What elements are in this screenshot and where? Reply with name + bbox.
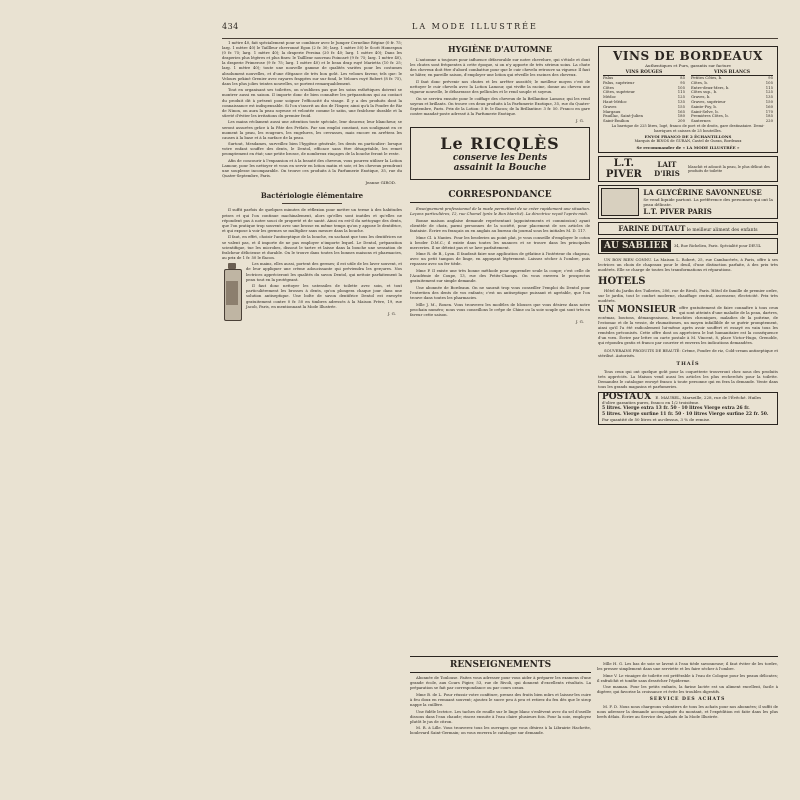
section-heading-correspondance: CORRESPONDANCE [410,186,590,203]
white-wine-list [691,70,773,124]
wine-name: Saint-Émilion [603,118,630,124]
paragraph: Mlle H. G. Les bas de soie se lavent à l'eau tiède savonneuse; il faut éviter de les tordre, les presser simplement dans une serviette et les faire sécher à l'ombre. [597,661,778,672]
signature: Jeanne GIROD. [365,180,396,186]
sablier-description: 34, Rue Richelieu, Paris. Spécialité pour DEUIL [673,243,761,248]
farine-description: le meilleur aliment des enfants [686,227,758,233]
paragraph: Afin de concourir à l'expansion et à la beauté des cheveux, vous pourrez utiliser la Lotion Lamour, pour les nettoyer et vous en servir en lotion matin et soir, et les cheveux prendront une souplesse incomparable. On trouve ces produits à la Parfumerie Exotique, 35, rue du Quatre-Septembre, Paris. [222,158,402,179]
correspondance-article [410,206,590,317]
signature: J. G. [575,318,584,324]
thais-article [598,369,778,389]
wine-price: 185 [765,113,773,119]
paragraph: Mme V. Le vinaigre de toilette est préférable à l'eau de Cologne pour les peaux délicates; il rafraîchit et tonifie sans dessécher l'épiderme. [597,672,778,683]
wine-name: Saint-Selve, b. [691,108,719,114]
wine-name: Graves, supérieur [691,98,726,104]
paragraph: Hôtel du Jardin des Tuileries, 206, rue de Rivoli, Paris. Hôtel de famille de premier ordre, sur le jardin, tout le confort moderne, chauffage central, ascenseur, électricité. Prix très modérés. [598,288,778,304]
column-right [598,40,778,425]
paragraph: Bonne maison anglaise demande représentant (appointements et commission) ayant clientèle de choix, parmi personnes de la société, pour placement de ses articles de fantaisie. Écrire en français ou en anglais au bureau du journal sous les initiales M. D. 117. [410,217,590,233]
wine-price: 135 [677,98,685,104]
paragraph: Mme Cl. à Nantes. Pour les broderies au point plat, je vous conseille d'employer le coton à broder D.M.C.; il existe dans toutes les nuances et se trouve dans les principales merceries. Il ne déteint pas et se lave parfaitement. [410,234,590,250]
ricqles-title: Le RICQLÈS [440,134,560,154]
wine-name: Premières Côtes, b. [691,113,729,119]
wine-name: Palus, supérieur [603,79,635,85]
wine-price-list [603,70,773,124]
wine-name: Entre-deux-Mers, b. [691,84,730,90]
wine-name: Pauillac, Saint-Julien [603,113,643,119]
paragraph: Une fidèle lectrice. Les taches de rouille sur le linge blanc s'enlèvent avec du sel d'oseille dissous dans l'eau chaude; rincez ensuite à l'eau claire plusieurs fois. Pour la soie, employez plutôt le jus de citron. [410,708,591,724]
paragraph: Une abonnée de Bordeaux. On ne saurait trop vous conseiller l'emploi du Dentol pour l'entretien des dents de vos enfants; c'est un antiseptique puissant et agréable, que l'on trouve dans toutes les pharmacies. [410,284,590,301]
sablier-name: AU SABLIER [601,240,671,252]
paragraph: Mlle J. M., Rouen. Vous trouverez les modèles de blouses que vous désirez dans notre prochain numéro; nous vous conseillons le crêpe de Chine ou la soie souple qui sont très en faveur cette saison. [410,301,590,317]
paragraph: Abonnée de Toulouse. Faites vous adresser pour vous aider à préparer les examens d'une grande école, aux Cours Pigier, 53, rue de Rivoli, qui donnent d'excellents résultats. La préparation se fait par correspondance ou par cours oraux. [410,675,591,691]
paragraph: SOUVERAINS PRODUITS DE BEAUTÉ: Crème, Poudre de riz, Cold-cream antiseptique et stérilisé. Autorisés. [598,347,778,358]
monsieur-text: offre gratuitement de faire connaître à tous ceux qui sont atteints d'une maladie de la peau, dartres, eczémas, boutons, démangeaisons, bronchites chroniques, maladies de la poitrine, de l'estomac et de la vessie, de rhumatismes, un moyen infaillible de se guérir promptement, ainsi qu'il l'a été radicalement lui-même après avoir souffert et essayé en vain tous les remèdes préconisés. Cette offre dont on appréciera le but humanitaire est la conséquence d'un vœu. Écrire par lettre ou carte postale à M. Vincent, 8, place Victor-Hugo, Grenoble, qui répondra gratis et franco par courrier et enverra les indications demandées. [598,304,778,346]
souverains-note [598,348,778,358]
wine-recommend: Se recommander de « LA MODE ILLUSTRÉE » [636,144,740,150]
wine-name: Graves, b. [691,94,711,100]
wine-name: Graves [603,103,617,109]
wine-name: Côtes [603,84,614,90]
header-rule [222,38,778,39]
wine-name: Côtes, supérieur [603,89,635,95]
piver-brand: L.T. PIVER [605,157,642,180]
wine-name: Palus [603,75,614,80]
bacteriologie-article [222,207,402,308]
paragraph: M. R. à Lille. Vous trouverez tous les ouvrages que vous désirez à la Librairie Hachette, boulevard Saint-Germain; on vous enverra le catalogue sur demande. [410,725,591,736]
wine-name: Haut-Médoc [603,98,627,104]
paragraph: Tous ceux qui ont quelque goût pour la coquetterie trouveront chez nous des produits très appréciés. La Maison vend aussi les articles les plus recherchés pour la toilette. Demandez le catalogue envoyé franco à toute personne qui en fera la demande. Vente dans tous les grands magasins et parfumeries. [598,368,778,390]
glycerine-brand: L.T. PIVER PARIS [643,206,712,216]
column-left [222,40,402,325]
wine-name: Sainte-Foy, b. [691,103,717,109]
section-heading-hotels: HOTELS [598,276,646,288]
paragraph: Mme P. Il existe une très bonne méthode pour apprendre seule la coupe; c'est celle de l'Académie de Coupe, 13, rue des Petits-Champs. On vous enverra le prospectus gratuitement sur simple demande. [410,268,590,284]
postaux-line-3: 5 litres. Vierge surfine 11 fr. 50 · 10 litres Vierge surfine 22 fr. 50. [602,412,769,418]
wine-price: 155 [677,103,685,109]
renseignements-right [597,657,778,737]
wine-price: 180 [677,113,685,119]
paragraph: Il faut donc prévenir nos chutes et les arrêter aussitôt; le meilleur moyen c'est de nettoyer le cuir chevelu avec la Lotion Lamour, qui vivifie la racine, donne au cheveu une vigueur nouvelle, le débarrasse des pellicules et le rend souple et soyeux. [410,78,590,95]
section-heading-thais: THAÏS [676,360,700,367]
wine-subtitle: Authentiques et Purs, garantis sur facture [645,63,731,68]
renseignements-left [410,657,591,737]
paragraph: Mme R. de B., Lyon. Il faudrait faire une application de gélatine à l'intérieur du chapeau, avec un petit tampon de linge, en appuyant légèrement. Laissez sécher à l'ombre, puis repassez avec un fer tiède. [410,251,590,267]
wine-name: Margaux [603,108,621,114]
wine-price: 115 [765,84,773,90]
glycerine-name: LA GLYCÉRINE SAVONNEUSE [643,187,762,197]
wine-name: Petites Côtes, b. [691,75,723,80]
wine-name: Côtes, b. [691,79,708,85]
signature: J. G. [575,118,584,124]
wine-sample-offer: ENVOI FRANCO DE 2 ÉCHANTILLONS [644,134,732,140]
glycerine-description: Se vend liquide partout. La préférence des personnes qui ont la peau délicate. [643,196,773,207]
paragraph: Les mains, elles aussi, portent des germes; il est utile de les laver souvent, et de leur appliquer une crème adoucissante qui préviendra les gerçures. Nos lectrices apprécieront les qualités du savon Dentol, qui nettoie parfaitement la peau tout en la protégeant. [246,261,402,282]
page-header [222,22,778,36]
piver-product: LAIT D'IRIS [654,159,680,178]
ricqles-advertisement [410,127,590,180]
farine-brand: FARINE DUTAUT [618,223,686,233]
paragraph: Il suffit parfois de quelques minutes de réflexion pour mettre un terme à des habitudes prises et qui l'on continue machinalement, alors qu'elles sont inutiles et qu'elles ne répondent pas à notre souci de propreté et de santé. Ainsi en est-il du nettoyage des dents, que l'on pratique trop souvent avec une brosse en même temps qu'on y appose le dentifrice, et qui expose à voir les germes se multiplier sans mesure dans la bouche. [222,207,402,233]
paragraph: Il faut donc nettoyer les ustensiles de toilette avec soin, et tout particulièrement les brosses à dents, qu'on plongera chaque jour dans une solution antiseptique. Une boîte de savon dentifrice Dentol est envoyée gratuitement contre 0 fr. 50 en timbres adressés à la Maison Frère, 19, rue Jacob, Paris, en mentionnant la Mode Illustrée. [246,283,402,309]
postaux-line-2: 5 litres. Vierge extra 13 fr. 50 · 10 litres Vierge extra 26 fr. [602,406,750,412]
wine-price: 160 [765,103,773,109]
conseil-article [598,257,778,272]
page-number: 434 [222,22,239,31]
wine-title: VINS DE BORDEAUX [613,49,763,63]
monsieur-advertisement [598,305,778,346]
soap-illustration [601,188,639,216]
hotels-article [598,288,778,303]
renseignements-section [410,656,778,737]
section-heading-bacteriologie: Bactériologie élémentaire [260,191,364,201]
ricqles-tagline-2: assainit la Bouche [453,163,547,174]
paragraph: Surtout, Mesdames, surveillez bien l'hygiène générale, les dents en particulier: lorsque votre enfant souffre des dents, le Dentol, efficace sans être désagréable, les remet promptement en état; une petite brosse, de nombreux rinçages de la bouche feront le reste. [222,141,402,157]
wine-name: Côtes sup., b. [691,89,718,95]
piver-tagline: blanchit et adoucit la peau, le plus délicat des produits de toilette [688,164,770,173]
paragraph: Enseignement professionnel de la mode permettant de se créer rapidement une situation. Leçons particulières, 12, rue Chomel (près le Bon Marché). La directrice reçoit l'après-midi. [410,206,590,217]
piver-lait-advertisement [598,156,778,182]
hygiene-article [410,57,590,116]
wine-advertisement [598,46,778,153]
wine-price: 125 [765,89,773,95]
wine-price: 200 [677,118,685,124]
postaux-line-1: E. MAUREL, Marseille, 228, rue de l'Évêché. Huiles d'olive garanties pures, franco en 1/2 troisième. [602,395,762,406]
column-middle [410,40,590,328]
divider [282,203,342,204]
red-wine-list [603,70,685,124]
paragraph: Une maman. Pour les petits enfants, la farine lactée est un aliment excellent, facile à digérer, qui favorise la croissance et évite les troubles digestifs. [597,684,778,695]
wine-note: La barrique de 225 litres, logé, franco de port et de droits, gare destinataire. Demi-barriques et caisses de 25 bouteilles. [611,123,765,133]
signature: J. G. [387,310,396,316]
red-wine-header: VINS ROUGES [603,70,685,76]
wine-price: 170 [765,108,773,114]
intro-article [222,40,402,178]
wine-price: 95 [680,79,685,85]
monsieur-title: UN MONSIEUR [598,304,677,315]
paragraph: UN BON RIEN CONNU. La Maison L. Robert, 25, rue Cambacérès, à Paris, offre à ses lectrices un choix de chapeaux pour le deuil, d'une distinction parfaite, à des prix très modérés. Elle se charge de toutes les transformations et réparations. [598,256,778,272]
paragraph: Tout en organisant ses toilettes, on n'oubliera pas que les soins esthétiques doivent se montrer aussi en saison. Il importe donc de bien connaître les préparations qui au contact du produit dit à présent pour soigner l'efficacité du visage. Il y a des produits dont la connaissance est indispensable. Si l'on s'inscrit au dos de l'Imper, ainsi qu'à la Poudre de Riz de Ninon, on aura la peau soyeuse et veloutée comme le satin, une fraîcheur durable et la sûreté d'éviter les irritations du premier froid. [222,87,402,118]
paragraph: L'automne a toujours pour influence défavorable sur notre chevelure, qui s'étiole et dont les chutes sont fréquentes à cette époque, si on n'y apporte de très sérieux soins. La chute des cheveux doit être d'abord combattue pour que le cuir chevelu retrouve sa vigueur. Il faut se hâter, en pareille saison, d'employer une lotion qui réveille les racines des cheveux. [410,57,590,78]
section-heading-hygiene: HYGIÈNE D'AUTOMNE [448,44,552,54]
wine-seller: Marquis de BINOS de GURAN, Castel de Guran, Bordeaux [634,139,742,144]
section-heading-service-achats: SERVICE DES ACHATS [649,696,726,702]
wine-price: 220 [765,118,773,124]
wine-price: 85 [680,75,685,80]
paragraph: Les mains réclament aussi une attention toute spéciale, leur douceur, leur blancheur, se seront assurées grâce à la Pâte des Prélats. Par son emploi constant, nos soulignant en ce moment la peau, les rougeurs, les engelures, les crevasses, mais encore en arrêtera les causes à la base et à la surface de la peau. [222,119,402,140]
postaux-line-4: Par quantité de 50 litres et au-dessus, 3 % de remise. [602,417,711,423]
glycerine-advertisement [598,185,778,219]
toothpaste-tube-illustration [222,263,242,323]
wine-price: 150 [765,98,773,104]
paragraph: Il faut, en effet, choisir l'antiseptique de la bouche, en sachant que tous les dentifrices ne se valent pas, et il importe de ne pas employer n'importe lequel. Le Dentol, préparation scientifique, tue les microbes, dissout le tartre et laisse dans la bouche une sensation de fraîcheur délicieuse et durable. On le trouve dans toutes les bonnes maisons et pharmacies, au prix de 1 fr. 50 le flacon. [222,234,402,260]
postaux-title: POSTAUX [602,392,652,403]
paragraph: 1 mètre 40, fait spécialement pour se combiner avec le Jumper Cerneline Régine (0 fr. 75; larg. 1 mètre 40) le Taillleur chevronné Egon (2 fr. 30; larg. 1 mètre 50) le Scott Homespun (0 fr. 75; larg. 1 mètre 40); la draperie Persina (20 fr. 40; larg. 1 mètre 40); Dans les draperies plus légères et plus fines: le Taillleur nouveau Poincaré (9 fr. 75; larg. 1 mètre 40), la draperie Primerose (9 fr. 75; larg. 1 mètre 40) et le beau drap ruyé Marietta (10 fr. 25; larg. 1 mètre 40); toute une nouvelle gamme de qualités variées pour les costumes absolument nouvelles, et d'une élégance de très bon goût. Les velours faveur, tels que: le Velours pekiné Grenier avec rayures frappées sur sur fond, le Velours ruyé Robert (8 fr. 75), dans les plus jolies teintes nouvelles, se portent remarquablement. [222,40,402,86]
section-heading-renseignements: RENSEIGNEMENTS [410,660,591,673]
wine-price: 95 [768,75,773,80]
postaux-advertisement [598,392,778,425]
white-wine-header: VINS BLANCS [691,70,773,76]
paragraph: On se servira ensuite pour le coiffage des cheveux de la Brillantine Lamour, qui les rend soyeux et brillants. On trouve ces deux produits à la Parfumerie Exotique, 35, rue du Quatre-Septembre, Paris. Prix de la Lotion: 5 fr. le flacon; de la Brillantine: 3 fr. 50. Franco en gare contre mandat-poste adressé à la Parfumerie Exotique. [410,95,590,116]
wine-price: 115 [677,89,685,95]
running-title: LA MODE ILLUSTRÉE [412,22,538,31]
ricqles-tagline-1: conserve les Dents [452,153,548,164]
farine-advertisement [598,222,778,235]
wine-price: 165 [677,108,685,114]
paragraph: M. F. D. Nous nous chargeons volontiers de tous les achats pour nos abonnées; il suffit de nous adresser la demande accompagnée du montant, et l'expédition est faite dans les plus brefs délais. Écrire au Service des Achats de la Mode Illustrée. [597,703,778,719]
wine-price: 105 [677,84,685,90]
sablier-advertisement [598,238,778,254]
wine-price: 105 [765,79,773,85]
paragraph: Mme B. de L. Pour réussir votre confiture, prenez des fruits bien mûrs et laissez-les cuire à feu doux en remuant souvent; ajoutez le sucre peu à peu et retirez du feu dès que le sirop nappe la cuillère. [410,691,591,707]
wine-price: 125 [677,94,685,100]
wine-name: Sauternes [691,118,711,124]
wine-price: 135 [765,94,773,100]
wine-name: Médoc [603,94,616,100]
